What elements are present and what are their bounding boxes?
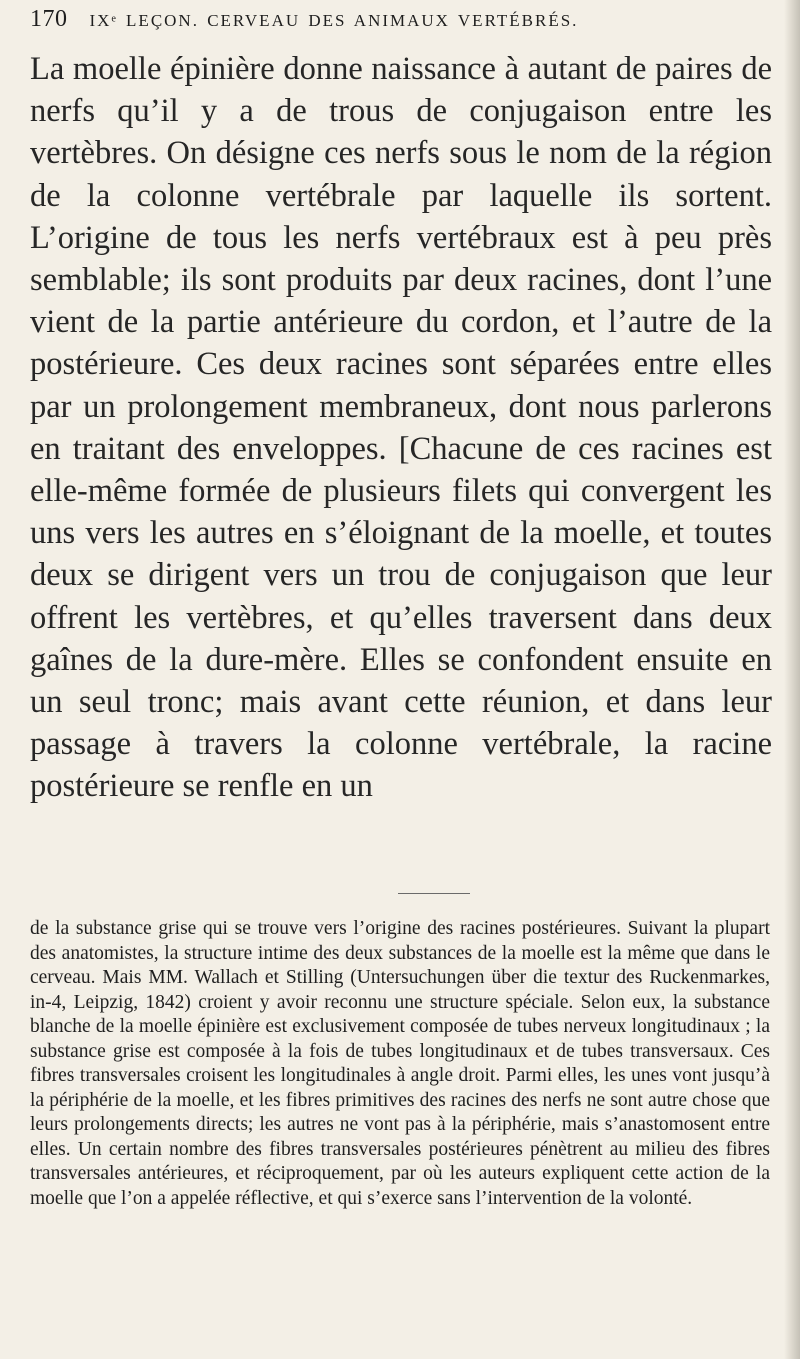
running-head: IXᵉ LEÇON. CERVEAU DES ANIMAUX VERTÉBRÉS.: [89, 11, 579, 30]
page-number: 170: [30, 6, 68, 32]
page-header: [30, 6, 770, 46]
footnote-divider: [398, 893, 470, 894]
page-edge-shadow: [784, 0, 800, 1359]
footnote: de la substance grise qui se trouve vers l’origine des racines postérieures. Suivant la plupart des anatomistes, la structure intime des deux substances de la moelle est la même que dans le cerveau. Mais MM. Wallach et Stilling (Untersuchungen über die textur des Ruckenmarkes, in-4, Leipzig, 1842) croient y avoir reconnu une structure spéciale. Selon eux, la substance blanche de la moelle épinière est exclusivement composée de tubes nerveux longitudinaux ; la substance grise est composée à la fois de tubes longitudinaux et de tubes transversaux. Ces fibres transversales croisent les longitudinales à angle droit. Parmi elles, les unes vont jusqu’à la périphérie de la moelle, et les fibres primitives des racines des nerfs ne sont autre chose que leurs prolongements directs; les autres ne vont pas à la périphérie, mais s’anastomosent entre elles. Un certain nombre des fibres transversales postérieures pénètrent au milieu des fibres transversales antérieures, et réciproquement, par où les auteurs expliquent cette action de la moelle que l’on a appelée réflective, et qui s’exerce sans l’intervention de la volonté.: [30, 918, 770, 1209]
body-paragraph: La moelle épinière donne naissance à autant de paires de nerfs qu’il y a de trous de conjugaison entre les vertèbres. On désigne ces nerfs sous le nom de la région de la colonne vertébrale par laquelle ils sortent. L’origine de tous les nerfs vertébraux est à peu près semblable; ils sont produits par deux racines, dont l’une vient de la partie antérieure du cordon, et l’autre de la postérieure. Ces deux racines sont séparées entre elles par un prolongement membraneux, dont nous parlerons en traitant des enveloppes. [Chacune de ces racines est elle-même formée de plusieurs filets qui convergent les uns vers les autres en s’éloignant de la moelle, et toutes deux se dirigent vers un trou de conjugaison que leur offrent les vertèbres, et qu’elles traversent dans deux gaînes de la dure-mère. Elles se confondent ensuite en un seul tronc; mais avant cette réunion, et dans leur passage à travers la colonne vertébrale, la racine postérieure se renfle en un: [30, 51, 772, 805]
